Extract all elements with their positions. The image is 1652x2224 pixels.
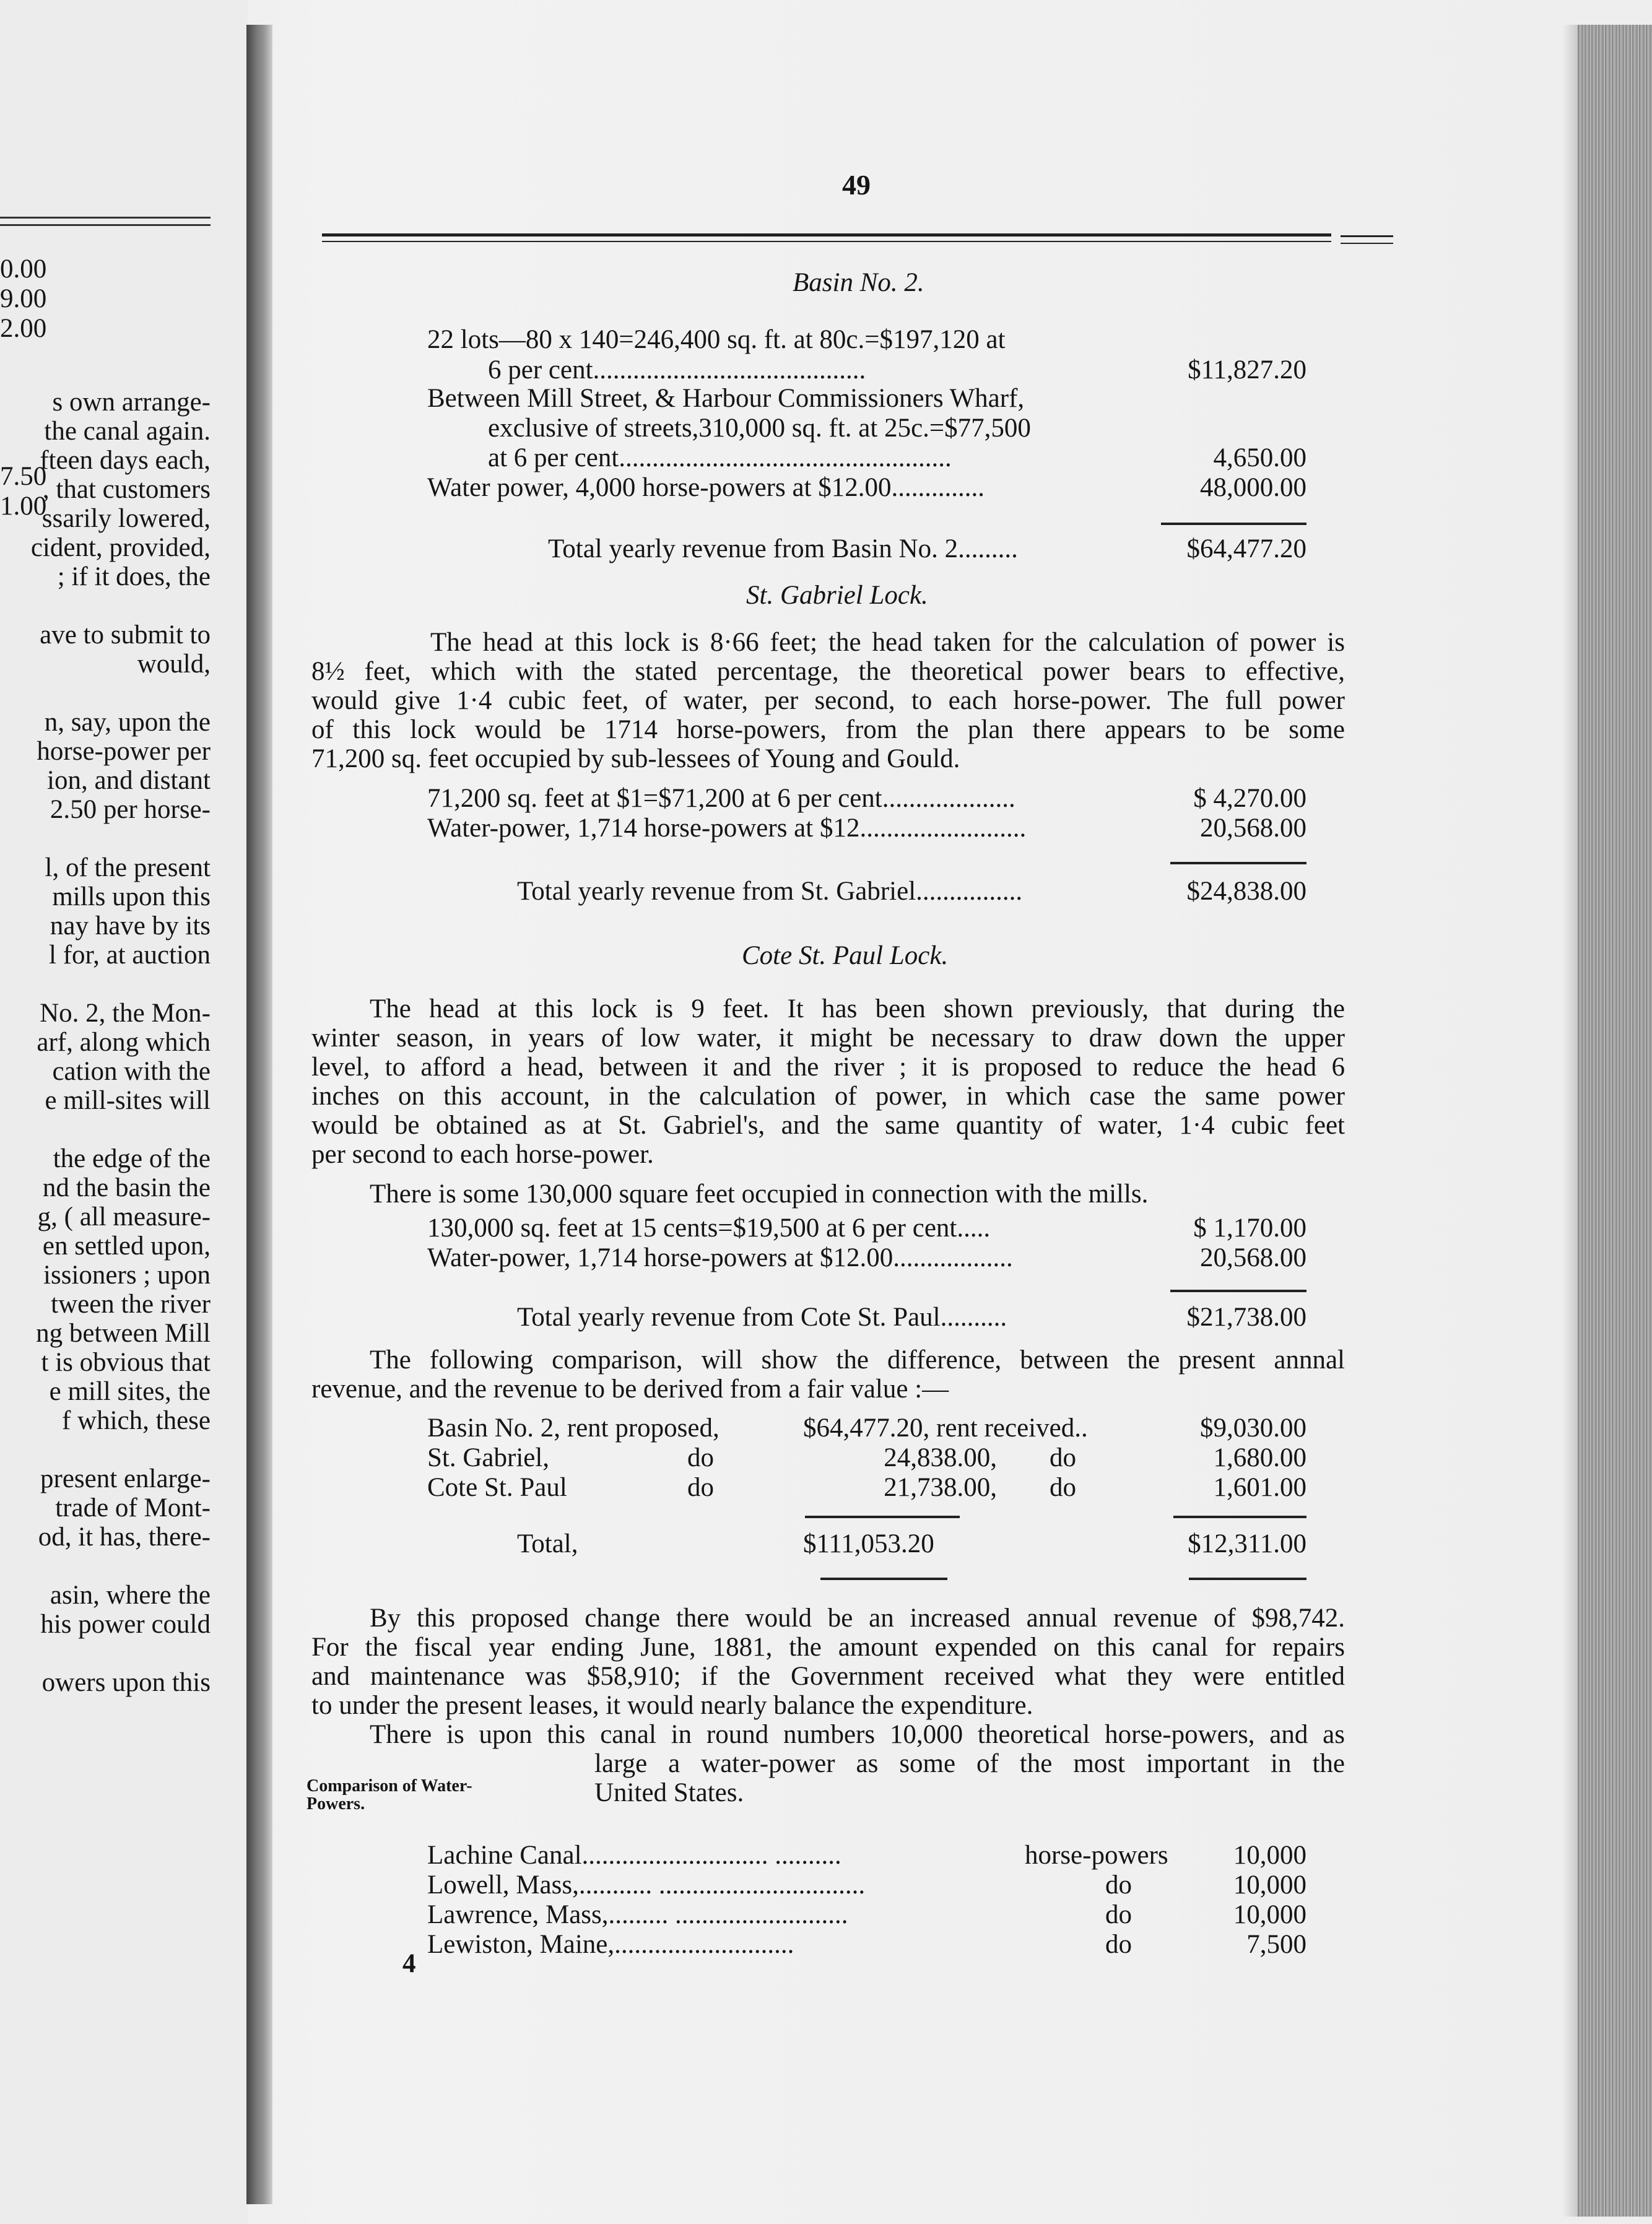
basin-sum-rule (1161, 523, 1306, 525)
left-text-fragment: ; if it does, the (57, 562, 211, 591)
left-text-fragment: trade of Mont- (55, 1493, 211, 1522)
waterpower-unit: do (1105, 1900, 1132, 1929)
basin-amount-1: $11,827.20 (1188, 355, 1306, 384)
waterpower-unit: horse-powers (1025, 1841, 1168, 1870)
page (279, 0, 1554, 2224)
gabriel-para-line: of this lock would be 1714 horse-powers, from the plan there appears to be some (311, 715, 1345, 744)
margin-note (306, 1777, 472, 1814)
left-text-fragment: n, say, upon the (44, 708, 211, 737)
basin-line2b: exclusive of streets,310,000 sq. ft. at 25c.=$77,500 (488, 414, 1031, 443)
gabriel-para-line: The head at this lock is 8·66 feet; the head taken for the calculation of power is (430, 628, 1345, 657)
left-text-fragment: od, it has, there- (38, 1522, 211, 1552)
left-text-fragment: issioners ; upon (43, 1261, 211, 1290)
waterpower-place: Lowell, Mass,........... ............................... (427, 1870, 866, 1900)
basin-line2a: Between Mill Street, & Harbour Commissioners Wharf, (427, 384, 1025, 413)
cote-amount-1: $ 1,170.00 (1193, 1214, 1306, 1243)
comparison-row-received: 1,601.00 (1213, 1473, 1306, 1502)
waterpower-value: 10,000 (1233, 1900, 1306, 1929)
comparison-rule-received (1173, 1516, 1306, 1518)
left-text-fragment: ave to submit to (40, 620, 211, 649)
gabriel-sum-rule (1170, 862, 1306, 864)
basin-line3: Water power, 4,000 horse-powers at $12.00.............. (427, 473, 985, 502)
closing-para2-line: large a water-power as some of the most important in the (594, 1749, 1345, 1778)
left-rule-top (0, 217, 211, 219)
gabriel-total-label: Total yearly revenue from St. Gabriel................ (517, 877, 1023, 906)
comparison-row-name: Basin No. 2, rent proposed, (427, 1414, 719, 1443)
left-value: 0.00 (0, 254, 47, 284)
left-text-fragment: mills upon this (52, 882, 211, 911)
left-text-fragment: asin, where the (50, 1581, 211, 1610)
left-text-fragment: the canal again. (44, 417, 211, 446)
left-text-fragment: his power could (40, 1610, 211, 1639)
closing-para2-line: United States. (594, 1778, 744, 1807)
basin-total-amount: $64,477.20 (1186, 534, 1306, 563)
closing-para-line: For the fiscal year ending June, 1881, the amount expended on this canal for repairs (311, 1633, 1345, 1662)
closing-para-line: By this proposed change there would be an increased annual revenue of $98,742. (370, 1604, 1345, 1633)
comparison-row-name: St. Gabriel, (427, 1443, 550, 1472)
comparison-double-rule-received (1189, 1578, 1306, 1580)
left-text-fragment: No. 2, the Mon- (40, 999, 211, 1028)
left-value: 9.00 (0, 284, 47, 313)
cote-para-line: level, to afford a head, between it and the river ; it is proposed to reduce the head 6 (311, 1053, 1345, 1082)
comparison-row-do: do (687, 1443, 714, 1472)
basin-line2c: at 6 per cent.................................................. (488, 443, 952, 472)
left-text-fragment: en settled upon, (42, 1231, 211, 1261)
cote-para-line: per second to each horse-power. (311, 1140, 654, 1169)
cote-para-line: winter season, in years of low water, it might be necessary to draw down the upper (311, 1023, 1345, 1053)
cote-line2: Water-power, 1,714 horse-powers at $12.00.................. (427, 1243, 1013, 1272)
waterpower-value: 10,000 (1233, 1870, 1306, 1900)
page-curl (1562, 25, 1578, 2217)
left-text-fragment: fteen days each, (40, 446, 211, 475)
page-number: 49 (842, 169, 871, 201)
waterpower-unit: do (1105, 1870, 1132, 1900)
header-rule-tail-thin (1341, 243, 1393, 244)
left-text-fragment: cation with the (52, 1057, 211, 1086)
comparison-rule-proposed (805, 1516, 960, 1518)
basin-amount-3: 48,000.00 (1200, 473, 1306, 502)
comparison-row-name: Cote St. Paul (427, 1473, 567, 1502)
cote-total-amount: $21,738.00 (1186, 1303, 1306, 1332)
comparison-intro-line: revenue, and the revenue to be derived from a fair value :— (311, 1375, 949, 1404)
comparison-row-do: do (687, 1473, 714, 1502)
section-heading-gabriel: St. Gabriel Lock. (746, 581, 928, 610)
cote-amount-2: 20,568.00 (1200, 1243, 1306, 1272)
cote-sum-rule (1170, 1290, 1306, 1292)
section-heading-basin: Basin No. 2. (793, 268, 924, 297)
left-text-fragment: ion, and distant (47, 766, 211, 795)
comparison-intro-line: The following comparison, will show the difference, between the present annnal (370, 1345, 1345, 1375)
left-value: 2.00 (0, 314, 47, 343)
book-gutter (246, 25, 272, 2204)
left-text-fragment: owers upon this (41, 1668, 211, 1697)
left-text-fragment: e mill-sites will (45, 1086, 211, 1115)
gabriel-para-line: 71,200 sq. feet occupied by sub-lessees of Young and Gould. (311, 744, 960, 773)
gabriel-total-amount: $24,838.00 (1186, 877, 1306, 906)
left-text-fragment: , that customers (42, 475, 211, 504)
gabriel-line2: Water-power, 1,714 horse-powers at $12......................... (427, 814, 1027, 843)
left-facing-page (0, 0, 248, 2224)
closing-para2-line: There is upon this canal in round numbers 10,000 theoretical horse-powers, and as (370, 1720, 1345, 1749)
waterpower-unit: do (1105, 1930, 1132, 1959)
basin-total-label: Total yearly revenue from Basin No. 2......... (548, 534, 1018, 563)
left-text-fragment: 2.50 per horse- (50, 795, 211, 824)
left-value: 7.50 (0, 462, 47, 491)
waterpower-place: Lawrence, Mass,......... .......................... (427, 1900, 848, 1929)
gabriel-amount-2: 20,568.00 (1200, 814, 1306, 843)
comparison-total-received: $12,311.00 (1188, 1529, 1306, 1558)
cote-line1: 130,000 sq. feet at 15 cents=$19,500 at 6 per cent..... (427, 1214, 991, 1243)
left-text-fragment: the edge of the (53, 1144, 211, 1173)
book-edge (1578, 25, 1652, 2217)
section-heading-cote: Cote St. Paul Lock. (742, 941, 949, 970)
closing-para-line: and maintenance was $58,910; if the Government received what they were entitled (311, 1662, 1345, 1691)
header-rule-tail-thick (1341, 235, 1393, 237)
comparison-row-received: $9,030.00 (1200, 1414, 1306, 1443)
signature-mark: 4 (402, 1949, 416, 1978)
basin-amount-2: 4,650.00 (1213, 443, 1306, 472)
header-rule-thick (322, 233, 1331, 237)
left-text-fragment: horse-power per (37, 737, 211, 766)
cote-para-line: inches on this account, in the calculation of power, in which case the same power (311, 1082, 1345, 1111)
comparison-row-received: 1,680.00 (1213, 1443, 1306, 1472)
left-value: 1.00 (0, 492, 47, 521)
closing-para-line: to under the present leases, it would nearly balance the expenditure. (311, 1691, 1033, 1720)
left-text-fragment: l for, at auction (49, 940, 211, 970)
waterpower-place: Lachine Canal............................ .......... (427, 1841, 841, 1870)
cote-para2: There is some 130,000 square feet occupied in connection with the mills. (370, 1179, 1149, 1209)
header-rule-thin (322, 241, 1331, 242)
left-text-fragment: tween the river (51, 1290, 211, 1319)
gabriel-para-line: would give 1·4 cubic feet, of water, per second, to each horse-power. The full power (311, 686, 1345, 715)
comparison-row-proposed: 21,738.00, (884, 1473, 997, 1502)
left-text-fragment: cident, provided, (30, 533, 211, 562)
gabriel-para-line: 8½ feet, which with the stated percentage, the theoretical power bears to effective, (311, 657, 1345, 686)
left-rule-bottom (0, 224, 211, 226)
left-text-fragment: nay have by its (50, 911, 211, 940)
comparison-row-proposed: $64,477.20, rent received.. (803, 1414, 1088, 1443)
comparison-double-rule-proposed (820, 1578, 947, 1580)
gabriel-line1: 71,200 sq. feet at $1=$71,200 at 6 per cent.................... (427, 784, 1015, 813)
left-text-fragment: f which, these (61, 1406, 211, 1435)
comparison-row-proposed: 24,838.00, (884, 1443, 997, 1472)
left-text-fragment: e mill sites, the (49, 1377, 211, 1406)
left-text-fragment: arf, along which (37, 1028, 211, 1057)
waterpower-value: 10,000 (1233, 1841, 1306, 1870)
left-text-fragment: present enlarge- (40, 1464, 211, 1493)
comparison-total-proposed: $111,053.20 (803, 1529, 934, 1558)
left-text-fragment: g, ( all measure- (37, 1202, 211, 1231)
left-text-fragment: l, of the present (45, 853, 211, 882)
cote-total-label: Total yearly revenue from Cote St. Paul.......... (517, 1303, 1007, 1332)
comparison-total-label: Total, (517, 1529, 578, 1558)
comparison-row-do: do (1050, 1473, 1076, 1502)
left-text-fragment: s own arrange- (52, 388, 211, 417)
margin-note-line: Powers. (306, 1794, 365, 1814)
waterpower-value: 7,500 (1246, 1930, 1306, 1959)
cote-para-line: The head at this lock is 9 feet. It has been shown previously, that during the (370, 994, 1345, 1023)
left-text-fragment: t is obvious that (41, 1348, 211, 1377)
gabriel-amount-1: $ 4,270.00 (1193, 784, 1306, 813)
left-text-fragment: nd the basin the (42, 1173, 211, 1202)
cote-para-line: would be obtained as at St. Gabriel's, and the same quantity of water, 1·4 cubic feet (311, 1111, 1345, 1140)
comparison-row-do: do (1050, 1443, 1076, 1472)
margin-note-line: Comparison of Water- (306, 1776, 472, 1796)
basin-line1a: 22 lots—80 x 140=246,400 sq. ft. at 80c.=$197,120 at (427, 325, 1006, 354)
left-text-fragment: ng between Mill (36, 1319, 211, 1348)
waterpower-place: Lewiston, Maine,........................... (427, 1930, 794, 1959)
left-text-fragment: ssarily lowered, (41, 504, 211, 533)
left-text-fragment: would, (137, 649, 211, 679)
basin-line1b: 6 per cent......................................... (488, 355, 866, 384)
